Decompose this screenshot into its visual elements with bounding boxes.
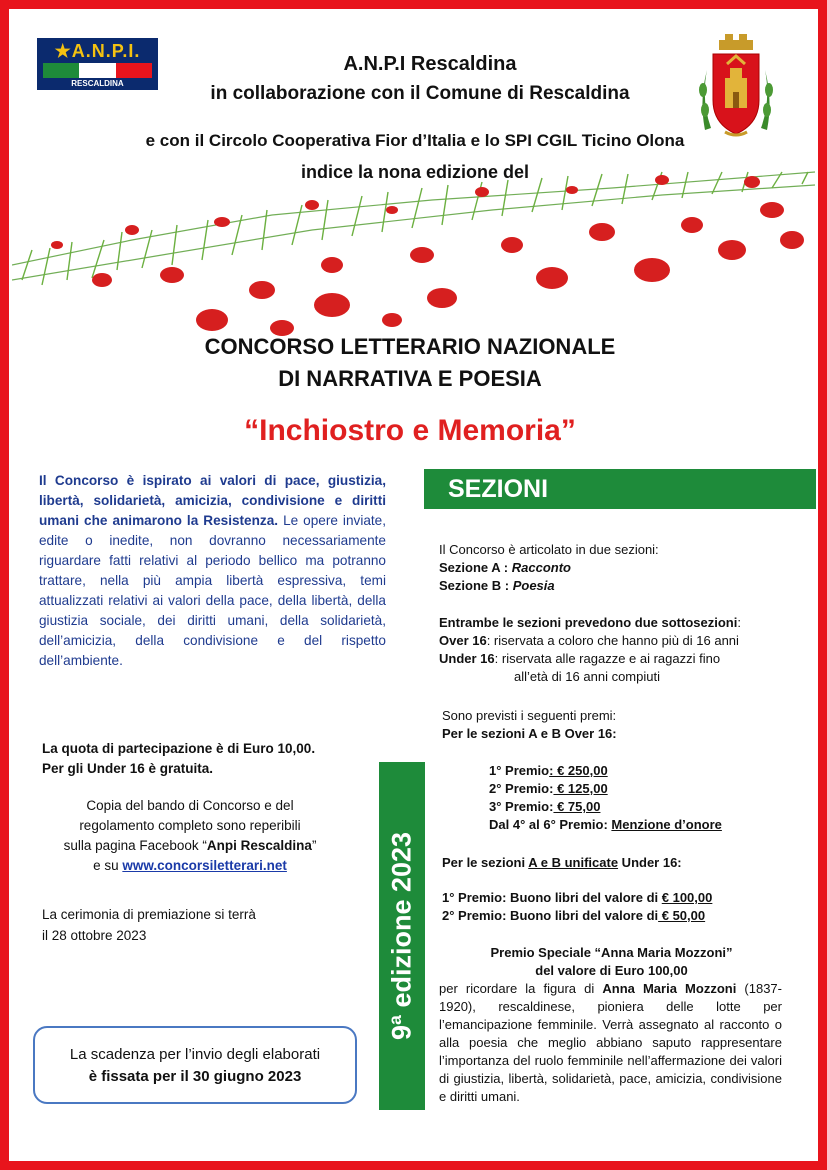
ceremony-info: [42, 904, 362, 946]
poppy-field-illustration: [12, 170, 815, 340]
website-link[interactable]: www.concorsiletterari.net: [122, 858, 287, 873]
intro-paragraph: [39, 471, 386, 671]
prizes-over-list: [489, 762, 827, 834]
header-partners: e con il Circolo Cooperativa Fior d’Italia e lo SPI CGIL Ticino Olona: [145, 131, 685, 150]
info-line2: regolamento completo sono reperibili: [79, 818, 301, 833]
under-prize-2: 2° Premio: Buono libri del valore di € 50,00: [442, 908, 706, 923]
under16-line: Under 16: riservata alle ragazze e ai ragazzi fino: [439, 651, 721, 666]
info-line3: sulla pagina Facebook “Anpi Rescaldina”: [63, 838, 317, 853]
anpi-logo-text: ★A.N.P.I.: [54, 41, 141, 61]
header-announcement: indice la nona edizione del: [300, 162, 530, 182]
anpi-logo: [37, 38, 158, 90]
contest-name: “Inchiostro e Memoria”: [244, 414, 576, 447]
fee-line1: La quota di partecipazione è di Euro 10,00.: [42, 741, 316, 756]
special-prize-text: per ricordare la figura di Anna Maria Mozzoni (1837-1920), rescaldinese, pioniera delle lotte per l’emancipazione femminile. Verrà assegnato al racconto o alla poesia che meglio abbiano saputo rappresentare l’importanza del ruolo femminile nell’affermazione dei valori di giustizia, libertà, solidarietà, pace, amicizia, condivisione e diritti umani.: [439, 981, 782, 1104]
fee-info: [42, 739, 372, 779]
prize-2: 2° Premio: € 125,00: [489, 781, 608, 796]
deadline-box: [33, 1026, 357, 1104]
sections-intro: Il Concorso è articolato in due sezioni:: [439, 542, 659, 557]
coat-of-arms-icon: [697, 30, 775, 140]
info-line1: Copia del bando di Concorso e del: [86, 798, 294, 813]
fee-line2: Per gli Under 16 è gratuita.: [42, 761, 214, 776]
prize-1: 1° Premio: € 250,00: [489, 763, 608, 778]
facebook-page-name: Anpi Rescaldina: [206, 838, 312, 853]
special-prize-title1: Premio Speciale “Anna Maria Mozzoni”: [490, 945, 733, 960]
header-title: A.N.P.I Rescaldina: [343, 53, 517, 75]
sections-heading: SEZIONI: [424, 469, 816, 509]
prize-3: 3° Premio: € 75,00: [489, 799, 601, 814]
ceremony-line1: La cerimonia di premiazione si terrà: [42, 907, 256, 922]
section-a: Sezione A : Racconto: [439, 560, 571, 575]
section-b: Sezione B : Poesia: [439, 578, 555, 593]
contest-title-line2: DI NARRATIVA E POESIA: [278, 366, 542, 391]
section-a-value: Racconto: [511, 560, 571, 575]
deadline-line2: è fissata per il 30 giugno 2023: [88, 1068, 302, 1085]
anpi-logo-subtext: RESCALDINA: [71, 79, 124, 88]
italian-flag-icon: [43, 63, 152, 78]
header-collaboration: in collaborazione con il Comune di Rescaldina: [210, 83, 630, 104]
intro-text: Le opere inviate, edite o inedite, non dovranno necessariamente riguardare fatti relativi al periodo bellico ma potranno trattare, nella più ampia libertà espressiva, temi attualizzati relativi ai valori della pace, della libertà, della giustizia sociale, dei diritti umani, della solidarietà, dell’amicizia, della condivisione e del rispetto dell’ambiente.: [39, 513, 387, 668]
over16-line: Over 16: riservata a coloro che hanno più di 16 anni: [439, 633, 739, 648]
section-b-value: Poesia: [512, 578, 555, 593]
info-line4: e su www.concorsiletterari.net: [93, 858, 287, 873]
edition-banner-text: 9ª edizione 2023: [386, 831, 417, 1041]
rules-info: [45, 796, 335, 876]
deadline-line1: La scadenza per l’invio degli elaborati: [69, 1046, 321, 1063]
prizes-over-heading: Per le sezioni A e B Over 16:: [442, 726, 617, 741]
ceremony-line2: il 28 ottobre 2023: [42, 928, 147, 943]
subsections-heading: Entrambe le sezioni prevedono due sottosezioni:: [439, 615, 741, 630]
under16-line2: all’età di 16 anni compiuti: [514, 669, 660, 684]
edition-banner: [379, 762, 425, 1110]
prizes-under-heading: Per le sezioni A e B unificate Under 16:: [442, 855, 682, 870]
sections-list: [439, 541, 784, 595]
prizes-intro-text: Sono previsti i seguenti premi:: [442, 708, 617, 723]
prize-4-6: Dal 4° al 6° Premio: Menzione d’onore: [489, 817, 722, 832]
special-prize-title2: del valore di Euro 100,00: [535, 963, 688, 978]
prizes-intro: [442, 707, 787, 743]
intro-bold: Il Concorso è ispirato ai valori di pace, giustizia, libertà, solidarietà, amicizia, condivisione e diritti umani che animarono la Resistenza.: [39, 473, 386, 528]
prizes-under-list: [442, 889, 787, 925]
under-prize-1: 1° Premio: Buono libri del valore di € 100,00: [442, 890, 713, 905]
subsections: [439, 614, 789, 686]
contest-title-line1: CONCORSO LETTERARIO NAZIONALE: [204, 334, 616, 359]
special-prize-title: [439, 944, 784, 980]
